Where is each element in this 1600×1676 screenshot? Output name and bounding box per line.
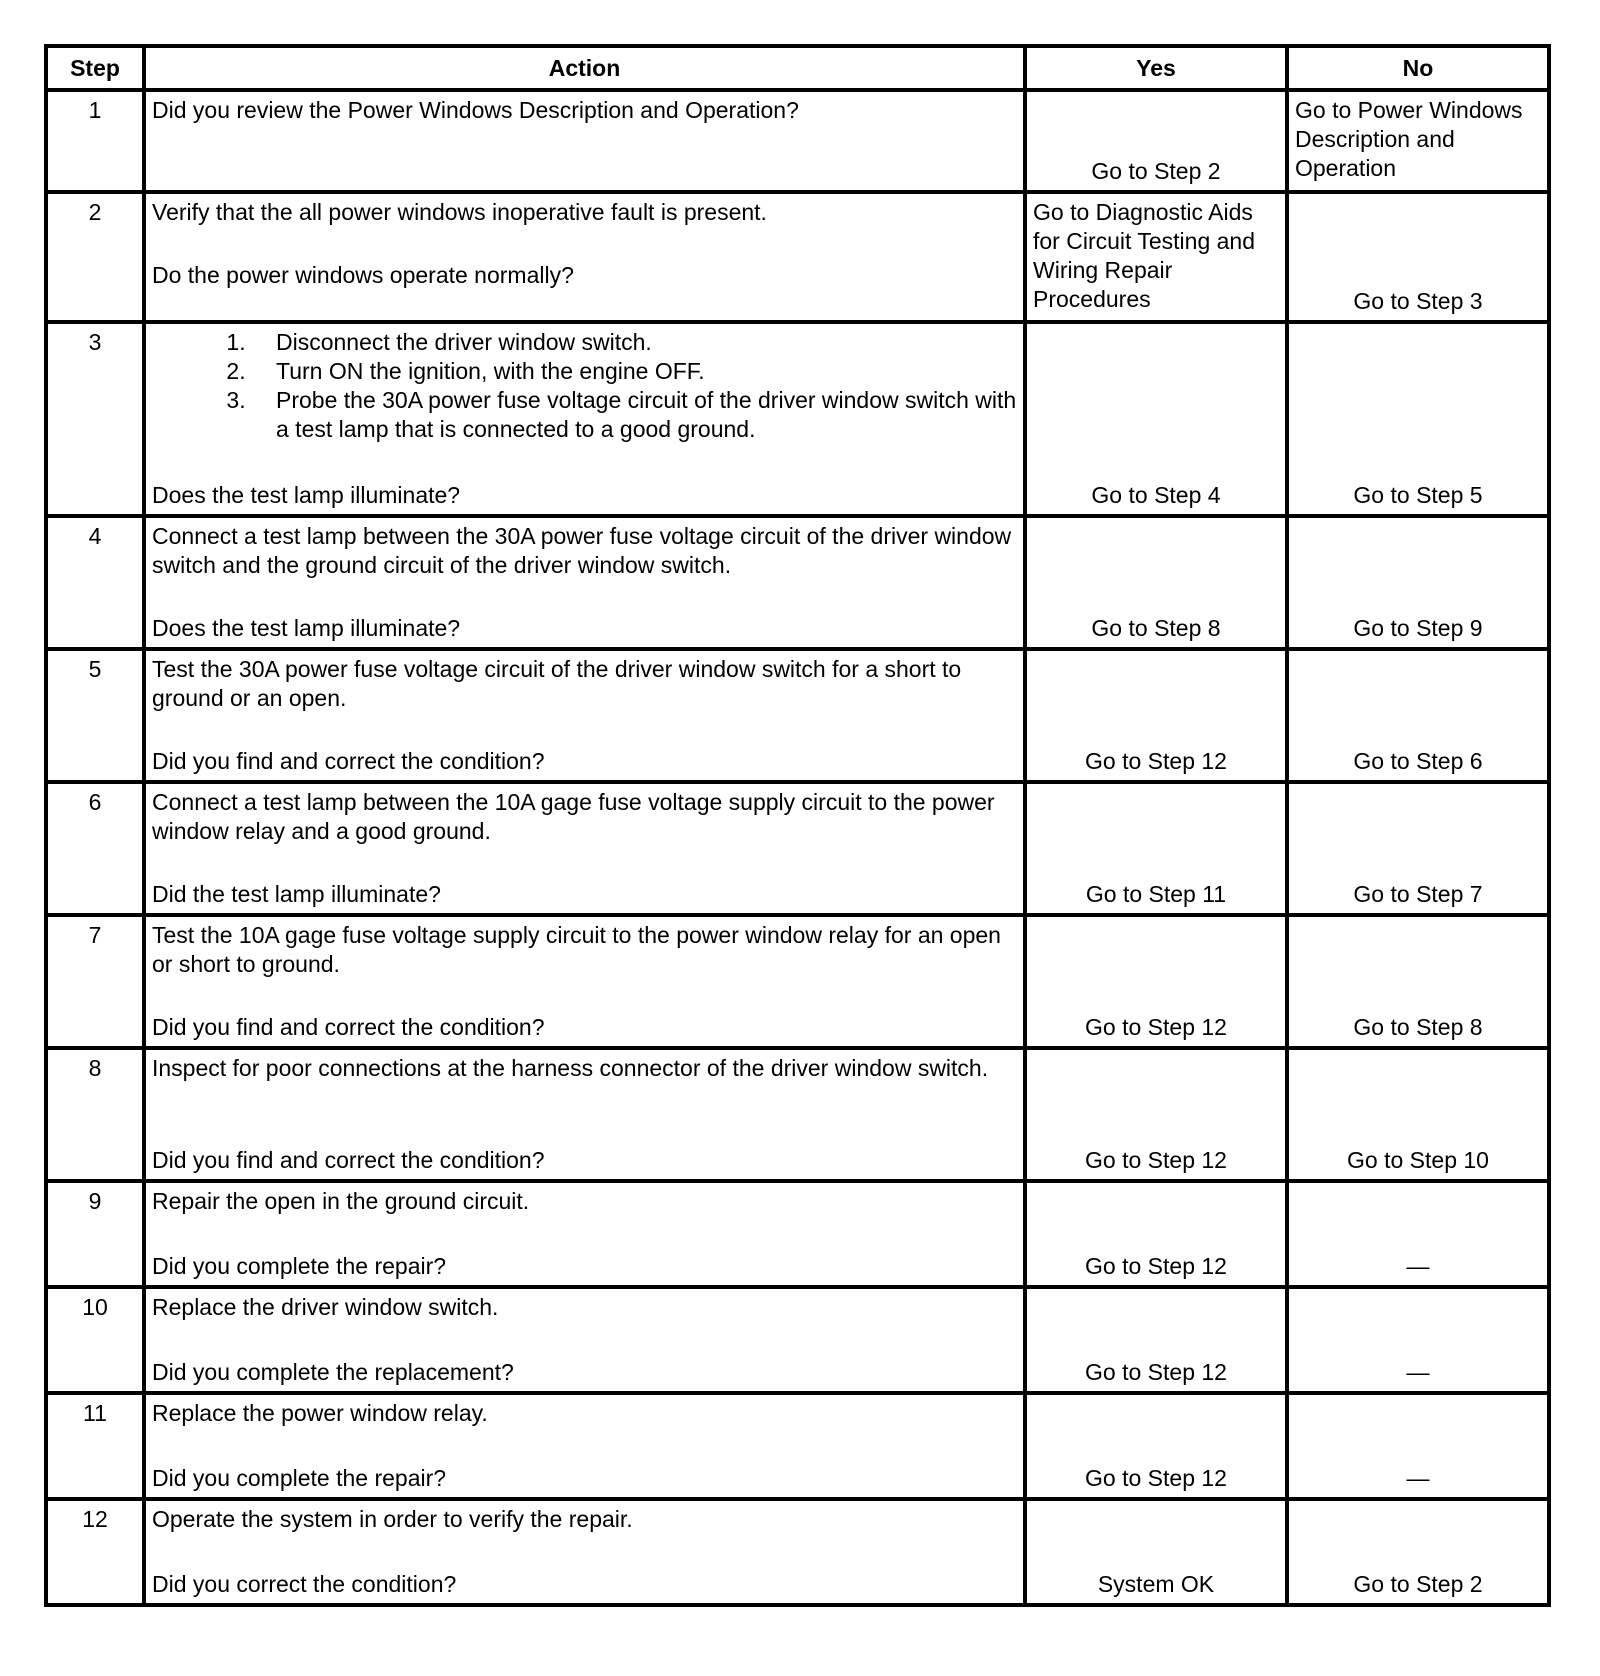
action-question: Did you complete the replacement? (152, 1359, 514, 1385)
diagnostic-table (44, 44, 1551, 1607)
yes-cell (1025, 649, 1287, 782)
step-number: 3 (46, 322, 144, 516)
step-number: 5 (46, 649, 144, 782)
yes-result: Go to Diagnostic Aids for Circuit Testing and Wiring Repair Procedures (1033, 199, 1256, 312)
table-row (46, 1287, 1549, 1393)
action-cell (144, 915, 1025, 1048)
yes-cell (1025, 915, 1287, 1048)
action-text: Did you review the Power Windows Description and Operation? (152, 97, 799, 123)
yes-result: System OK (1097, 1571, 1215, 1597)
action-cell (144, 90, 1025, 192)
step-number: 11 (46, 1393, 144, 1499)
step-number: 10 (46, 1287, 144, 1393)
action-question: Does the test lamp illuminate? (152, 482, 461, 508)
no-cell (1287, 1048, 1549, 1181)
yes-result: Go to Step 2 (1091, 158, 1221, 184)
yes-result: Go to Step 12 (1085, 1253, 1227, 1279)
step-number: 6 (46, 782, 144, 915)
table-row (46, 915, 1549, 1048)
substep-item: 2. Turn ON the ignition, with the engine OFF. (252, 357, 1017, 386)
no-result: — (1406, 1253, 1430, 1279)
no-cell (1287, 516, 1549, 649)
yes-cell (1025, 782, 1287, 915)
no-result: Go to Step 3 (1353, 288, 1483, 314)
header-row (46, 46, 1549, 90)
no-cell (1287, 192, 1549, 322)
action-question: Does the test lamp illuminate? (152, 615, 461, 641)
no-cell (1287, 1287, 1549, 1393)
action-text: Verify that the all power windows inoperative fault is present. (152, 199, 767, 225)
table-row (46, 782, 1549, 915)
no-result: Go to Step 5 (1353, 482, 1483, 508)
substep-list (152, 328, 1017, 444)
yes-cell (1025, 1393, 1287, 1499)
action-text: Inspect for poor connections at the harness connector of the driver window switch. (152, 1055, 989, 1081)
action-text: Connect a test lamp between the 10A gage fuse voltage supply circuit to the power window relay and a good ground. (152, 789, 995, 844)
header-no: No (1287, 46, 1549, 90)
action-cell (144, 516, 1025, 649)
action-text: Connect a test lamp between the 30A power fuse voltage circuit of the driver window switch and the ground circuit of the driver window switch. (152, 523, 1012, 578)
no-result: Go to Step 6 (1353, 748, 1483, 774)
action-cell (144, 1181, 1025, 1287)
no-result: — (1406, 1465, 1430, 1491)
action-text: Test the 10A gage fuse voltage supply circuit to the power window relay for an open or short to ground. (152, 922, 1001, 977)
action-cell (144, 649, 1025, 782)
action-question: Did you complete the repair? (152, 1253, 447, 1279)
action-cell (144, 192, 1025, 322)
action-text: Test the 30A power fuse voltage circuit of the driver window switch for a short to ground or an open. (152, 656, 962, 711)
yes-result: Go to Step 12 (1085, 1014, 1227, 1040)
action-cell (144, 1393, 1025, 1499)
no-cell (1287, 1393, 1549, 1499)
no-result: Go to Power Windows Description and Operation (1295, 97, 1523, 181)
action-question: Did you find and correct the condition? (152, 1014, 545, 1040)
no-result: Go to Step 10 (1347, 1147, 1489, 1173)
yes-result: Go to Step 12 (1085, 1359, 1227, 1385)
action-text: Replace the driver window switch. (152, 1294, 499, 1320)
action-text: Replace the power window relay. (152, 1400, 488, 1426)
yes-result: Go to Step 8 (1091, 615, 1221, 641)
table-row (46, 649, 1549, 782)
step-number: 7 (46, 915, 144, 1048)
yes-cell (1025, 1287, 1287, 1393)
action-text: Operate the system in order to verify the repair. (152, 1506, 633, 1532)
no-result: Go to Step 2 (1353, 1571, 1483, 1597)
header-yes: Yes (1025, 46, 1287, 90)
yes-result: Go to Step 12 (1085, 748, 1227, 774)
yes-cell (1025, 90, 1287, 192)
yes-result: Go to Step 12 (1085, 1147, 1227, 1173)
step-number: 1 (46, 90, 144, 192)
table-row (46, 1499, 1549, 1605)
yes-cell (1025, 1499, 1287, 1605)
no-cell (1287, 1181, 1549, 1287)
action-cell (144, 322, 1025, 516)
table-row (46, 90, 1549, 192)
yes-cell (1025, 322, 1287, 516)
action-question: Did you complete the repair? (152, 1465, 447, 1491)
no-cell (1287, 782, 1549, 915)
yes-cell (1025, 1048, 1287, 1181)
yes-result: Go to Step 12 (1085, 1465, 1227, 1491)
action-question: Did the test lamp illuminate? (152, 881, 441, 907)
no-cell (1287, 322, 1549, 516)
action-question: Did you find and correct the condition? (152, 748, 545, 774)
action-text: Repair the open in the ground circuit. (152, 1188, 530, 1214)
table-row (46, 1048, 1549, 1181)
no-result: Go to Step 7 (1353, 881, 1483, 907)
table-row (46, 192, 1549, 322)
step-number: 2 (46, 192, 144, 322)
no-result: — (1406, 1359, 1430, 1385)
table-row (46, 1393, 1549, 1499)
no-result: Go to Step 8 (1353, 1014, 1483, 1040)
step-number: 9 (46, 1181, 144, 1287)
yes-result: Go to Step 4 (1091, 482, 1221, 508)
action-cell (144, 782, 1025, 915)
table-row (46, 1181, 1549, 1287)
substep-item: 3. Probe the 30A power fuse voltage circuit of the driver window switch with a test lamp that is connected to a good ground. (252, 386, 1017, 444)
yes-cell (1025, 192, 1287, 322)
action-question: Did you find and correct the condition? (152, 1147, 545, 1173)
action-question: Do the power windows operate normally? (152, 262, 574, 288)
header-step: Step (46, 46, 144, 90)
action-cell (144, 1499, 1025, 1605)
step-number: 12 (46, 1499, 144, 1605)
action-question: Did you correct the condition? (152, 1571, 457, 1597)
table-row (46, 322, 1549, 516)
yes-cell (1025, 516, 1287, 649)
action-cell (144, 1287, 1025, 1393)
no-cell (1287, 915, 1549, 1048)
step-number: 8 (46, 1048, 144, 1181)
no-cell (1287, 649, 1549, 782)
yes-result: Go to Step 11 (1085, 881, 1227, 907)
no-result: Go to Step 9 (1353, 615, 1483, 641)
header-action: Action (144, 46, 1025, 90)
no-cell (1287, 1499, 1549, 1605)
action-cell (144, 1048, 1025, 1181)
table-row (46, 516, 1549, 649)
yes-cell (1025, 1181, 1287, 1287)
step-number: 4 (46, 516, 144, 649)
no-cell (1287, 90, 1549, 192)
substep-item: 1. Disconnect the driver window switch. (252, 328, 1017, 357)
